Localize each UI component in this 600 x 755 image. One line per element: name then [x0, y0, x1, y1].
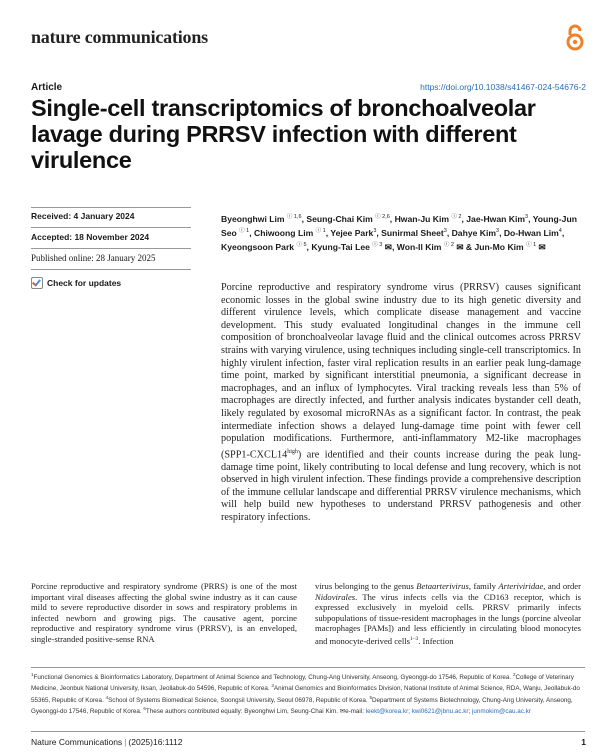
article-type: Article [31, 82, 63, 93]
journal-name: nature communications [31, 27, 208, 47]
open-access-icon[interactable] [565, 24, 585, 52]
divider [31, 667, 585, 668]
footer-citation: Nature Communications | (2025)16:1112 [31, 737, 183, 747]
received-date: Received: 4 January 2024 [31, 211, 135, 221]
divider [31, 269, 191, 270]
divider [31, 207, 191, 208]
abstract: Porcine reproductive and respiratory syndrome virus (PRRSV) causes significant economic losses in the global swine industry due to its high genetic diversity and different virulence levels, which complicate disease management and vaccine development. This study evaluated longitudinal changes in the immune cell composition of bronchoalveolar lavage fluid and the clinical outcomes across PRRSV strains with varying virulence, using techniques including single-cell transcriptomics. In highly virulent infection, faster viral replication results in an earlier peak lung-damage time point, marked by significant interstitial pneumonia, a significant decrease in macrophages, and an influx of lymphocytes. Viral tracking reveals less than 5% of macrophages are directly infected, and further analysis indicates bystander cell death, likely regulated by exosomal microRNAs as a significant factor. In contrast, the peak intermediate infection shows a delayed lung-damage time point with fewer cell population modifications. Furthermore, anti-inflammatory M2-like macrophages $(SPP1-CXCL14^{high})$ are identified and their counts increase during the peak lung-damage time point, likely contributing to local defense and lung recovery, which is not observed in high virulent infection. These findings provide a comprehensive description of the immune cellular landscape and differential PRRSV virulence mechanisms, which will help build new hypotheses to understand PRRSV pathogenesis and other respiratory infections. [221, 282, 581, 524]
doi-link[interactable]: https://doi.org/10.1038/s41467-024-54676-2 [420, 82, 586, 92]
check-for-updates-button[interactable] [31, 277, 121, 289]
accepted-date: Accepted: 18 November 2024 [31, 232, 150, 242]
body-text-left: Porcine reproductive and respiratory syndrome (PRRS) is one of the most important viral diseases affecting the global swine industry as it can cause mild to severe reproductive disorder in sows and respiratory problems in infected newborn and growing pigs. The causative agent, porcine reproductive and respiratory syndrome virus (PRRSV), is an enveloped, single-stranded positive-sense RNA [31, 581, 297, 644]
divider [31, 227, 191, 228]
divider [31, 731, 585, 732]
footer-journal: Nature Communications [31, 737, 123, 747]
check-for-updates-label: Check for updates [47, 278, 122, 288]
check-for-updates-icon [31, 277, 43, 289]
body-text-right: virus belonging to the genus Betaarterivirus, family Arteriviridae, and order Nidovirales. The virus infects cells via the CD163 receptor, which is expressed exclusively in myeloid cells. PRRSV primarily infects subpopulations of tissue-resident macrophages in the lungs (porcine alveolar macrophages [PAMs]) and less efficiently in circulating blood monocytes and monocyte-derived cells$^{1-3}$. Infection [315, 581, 581, 646]
page-number: 1 [581, 737, 586, 747]
divider [31, 248, 191, 249]
affiliations-footnote: $^1$Functional Genomics & Bioinformatics Laboratory, Department of Animal Science and Technology, Chung-Ang University, Anseong, Gyeonggi-do 17546, Republic of Korea. $^2$College of Veterinary Medicine, Jeonbuk National University, Iksan, Jeollabuk-do 54596, Republic of Korea. $^3$Animal Genomics and Bioinformatics Division, National Institute of Animal Science, RDA, Wanju, Jeollabuk-do 55365, Republic of Korea. $^4$School of Systems Biomedical Science, Soongsil University, Seoul 06978, Republic of Korea. $^5$Department of Systems Biotechnology, Chung-Ang University, Anseong, Gyeonggi-do 17546, Republic of Korea. $^6$These authors contributed equally: Byeonghwi Lim, Seung-Chai Kim. ✉e-mail: leekt@korea.kr; kwi0621@jbnu.ac.kr; junmokim@cau.ac.kr [31, 672, 580, 716]
published-date: Published online: 28 January 2025 [31, 253, 156, 263]
author-list: Byeonghwi Lim $^{ⓘ 1,6}$, Seung-Chai Kim $^{ⓘ 2,6}$, Hwan-Ju Kim $^{ⓘ 2}$, Jae-Hwan Kim$^3$, Young-Jun Seo $^{ⓘ 1}$, Chiwoong Lim $^{ⓘ 1}$, Yejee Park$^3$, Sunirmal Sheet$^3$, Dahye Kim$^3$, Do-Hwan Lim$^4$, Kyeongsoon Park $^{ⓘ 5}$, Kyung-Tai Lee $^{ⓘ 3}$ ✉, Won-Il Kim $^{ⓘ 2}$ ✉ & Jun-Mo Kim $^{ⓘ 1}$ ✉ [221, 213, 577, 252]
footer-volume: (2025)16:1112 [128, 737, 183, 747]
article-title: Single-cell transcriptomics of bronchoalveolar lavage during PRRSV infection with different virulence [31, 95, 536, 173]
